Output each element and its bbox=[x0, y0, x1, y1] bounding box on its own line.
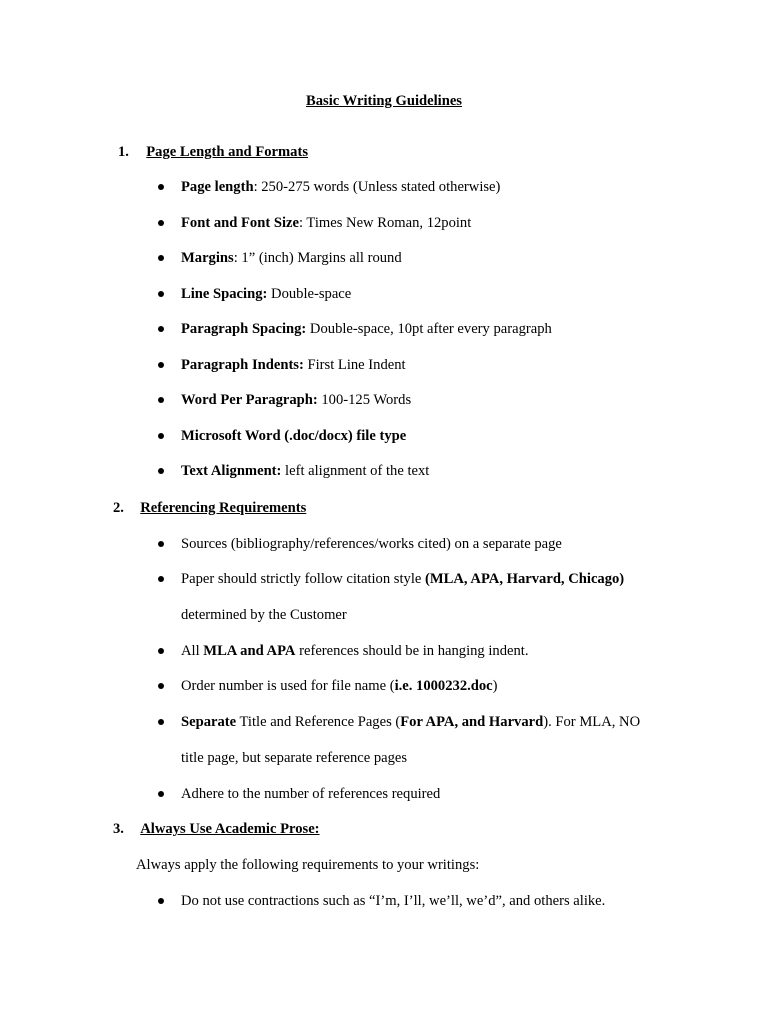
section-heading: Always Use Academic Prose: bbox=[140, 821, 320, 837]
list-item bbox=[181, 570, 624, 588]
item-emphasis: i.e. 1000232.doc bbox=[394, 678, 493, 694]
item-text: : 250-275 words (Unless stated otherwise) bbox=[253, 179, 501, 195]
bullet-icon bbox=[158, 326, 164, 332]
document-title: Basic Writing Guidelines bbox=[306, 93, 462, 109]
item-text: Order number is used for file name ( bbox=[181, 678, 395, 694]
item-label: Page length bbox=[181, 179, 254, 195]
list-item-continuation bbox=[181, 749, 407, 767]
list-item bbox=[181, 214, 471, 232]
list-item bbox=[181, 535, 562, 553]
item-label: Line Spacing: bbox=[181, 286, 268, 302]
bullet-icon bbox=[158, 719, 164, 725]
item-text: title page, but separate reference pages bbox=[181, 750, 408, 766]
item-label: Paragraph Spacing: bbox=[181, 321, 307, 337]
item-label: Word Per Paragraph: bbox=[181, 392, 318, 408]
item-label: Font and Font Size bbox=[181, 215, 299, 231]
item-text: 100-125 Words bbox=[317, 392, 412, 408]
section-heading: Page Length and Formats bbox=[146, 144, 309, 160]
item-text: left alignment of the text bbox=[281, 463, 430, 479]
list-item bbox=[181, 462, 429, 480]
bullet-icon bbox=[158, 184, 164, 190]
section-number: 1. bbox=[118, 144, 129, 160]
section-3-heading-line bbox=[113, 820, 320, 838]
bullet-icon bbox=[158, 576, 164, 582]
bullet-icon bbox=[158, 255, 164, 261]
bullet-icon bbox=[158, 468, 164, 474]
list-item bbox=[181, 892, 605, 910]
item-text: All bbox=[181, 643, 204, 659]
list-item bbox=[181, 356, 406, 374]
bullet-icon bbox=[158, 397, 164, 403]
item-label: Text Alignment: bbox=[181, 463, 282, 479]
list-item bbox=[181, 785, 440, 803]
item-text: ) bbox=[492, 678, 498, 694]
list-item bbox=[181, 427, 406, 445]
item-text: Title and Reference Pages ( bbox=[236, 714, 401, 730]
item-label: Paragraph Indents: bbox=[181, 357, 304, 373]
bullet-icon bbox=[158, 898, 164, 904]
section-1-heading-line bbox=[118, 143, 308, 161]
list-item bbox=[181, 713, 640, 731]
list-item bbox=[181, 178, 500, 196]
intro-text: Always apply the following requirements to your writings: bbox=[136, 857, 480, 873]
item-text: First Line Indent bbox=[303, 357, 406, 373]
item-text: Do not use contractions such as “I’m, I’ll, we’ll, we’d”, and others alike. bbox=[181, 893, 606, 909]
list-item bbox=[181, 677, 498, 695]
item-emphasis: MLA and APA bbox=[203, 643, 296, 659]
item-text: : 1” (inch) Margins all round bbox=[233, 250, 402, 266]
list-item bbox=[181, 285, 351, 303]
item-emphasis: Separate bbox=[181, 714, 237, 730]
bullet-icon bbox=[158, 220, 164, 226]
item-text: Double-space bbox=[267, 286, 352, 302]
list-item-continuation bbox=[181, 606, 347, 624]
item-text: ). For MLA, NO bbox=[543, 714, 641, 730]
list-item bbox=[181, 391, 411, 409]
section-intro bbox=[136, 856, 479, 874]
bullet-icon bbox=[158, 683, 164, 689]
item-emphasis: (MLA, APA, Harvard, Chicago) bbox=[425, 571, 625, 587]
bullet-icon bbox=[158, 648, 164, 654]
list-item bbox=[181, 642, 529, 660]
bullet-icon bbox=[158, 362, 164, 368]
item-text: determined by the Customer bbox=[181, 607, 347, 623]
item-text: Sources (bibliography/references/works cited) on a separate page bbox=[181, 536, 562, 552]
item-text: : Times New Roman, 12point bbox=[298, 215, 472, 231]
item-text: Adhere to the number of references required bbox=[181, 786, 441, 802]
item-label: Margins bbox=[181, 250, 234, 266]
item-emphasis: For APA, and Harvard bbox=[400, 714, 544, 730]
list-item bbox=[181, 249, 402, 267]
bullet-icon bbox=[158, 791, 164, 797]
item-text: Paper should strictly follow citation style bbox=[181, 571, 426, 587]
item-text: Double-space, 10pt after every paragraph bbox=[306, 321, 552, 337]
bullet-icon bbox=[158, 433, 164, 439]
list-item bbox=[181, 320, 552, 338]
section-number: 3. bbox=[113, 821, 124, 837]
item-label: Microsoft Word (.doc/docx) file type bbox=[181, 428, 407, 444]
section-heading: Referencing Requirements bbox=[140, 500, 307, 516]
bullet-icon bbox=[158, 541, 164, 547]
item-text: references should be in hanging indent. bbox=[295, 643, 529, 659]
section-number: 2. bbox=[113, 500, 124, 516]
bullet-icon bbox=[158, 291, 164, 297]
section-2-heading-line bbox=[113, 499, 306, 517]
